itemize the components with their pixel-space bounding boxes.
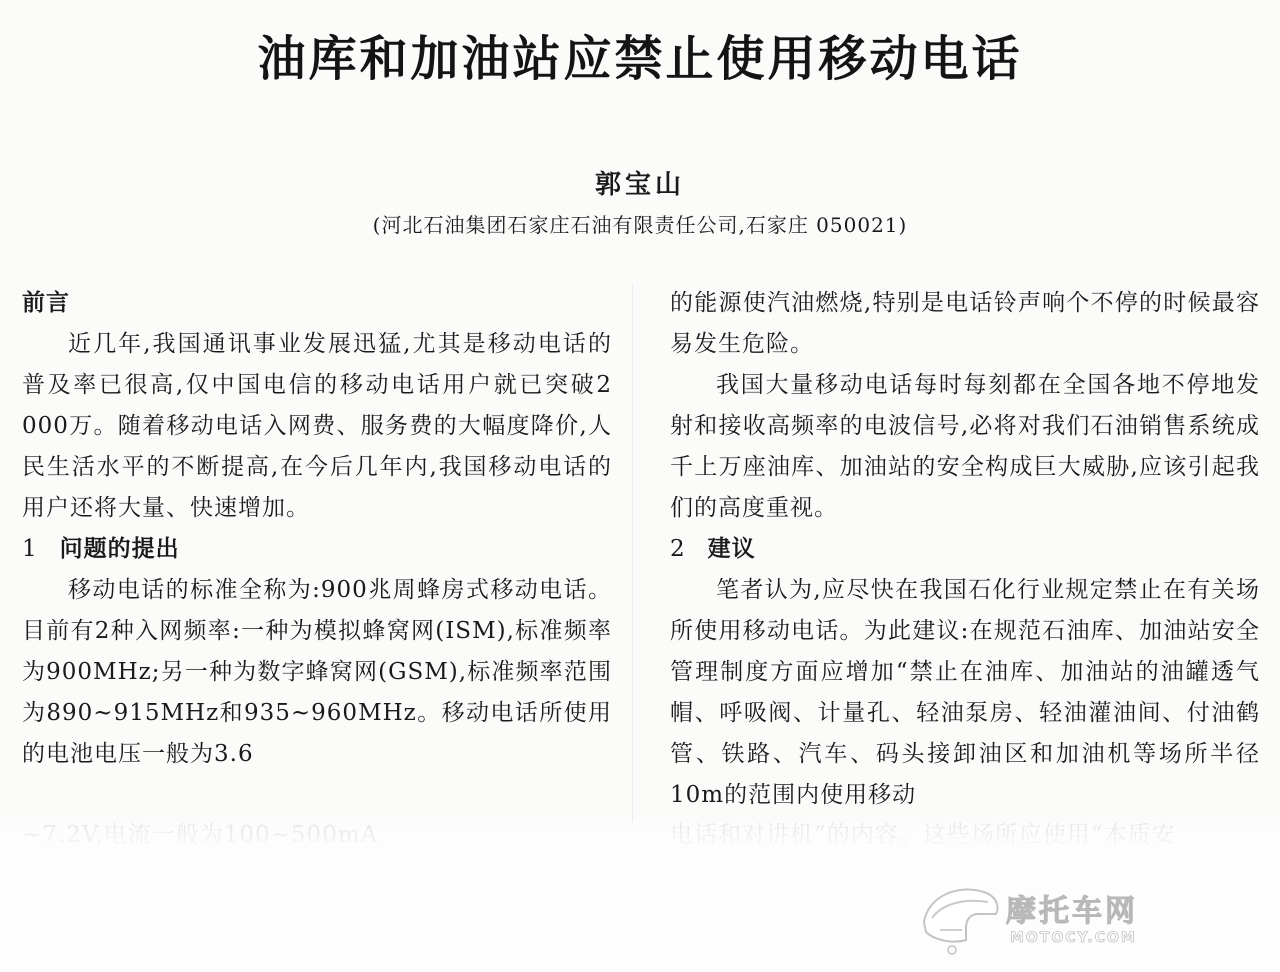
continued-paragraph: 的能源使汽油燃烧,特别是电话铃声响个不停的时候最容易发生危险。 [670, 290, 1260, 357]
watermark-name: 摩托车网 [1006, 894, 1138, 929]
helmet-logo-icon [918, 878, 1002, 958]
preface-heading: 前言 [22, 290, 70, 316]
section-1-number: 1 [22, 536, 38, 562]
article-title: 油库和加油站应禁止使用移动电话 [257, 31, 1023, 87]
left-column [22, 283, 612, 775]
column-divider [632, 283, 633, 823]
section-1-title: 问题的提出 [59, 536, 180, 562]
section-2-number: 2 [670, 536, 686, 562]
section-2-heading [670, 529, 1260, 570]
section-1-paragraph: 移动电话的标准全称为:900兆周蜂房式移动电话。目前有2种入网频率:一种为模拟蜂窝网(ISM),标准频率为900MHz;另一种为数字蜂窝网(GSM),标准频率范围为890~915MHz和935~960MHz。移动电话所使用的电池电压一般为3.6 [22, 577, 612, 767]
watermark-url: MOTOCY.COM [1010, 930, 1137, 946]
watermark [918, 878, 1178, 958]
section-1-heading [22, 529, 612, 570]
section-2-title: 建议 [707, 536, 756, 562]
section-2-paragraph: 笔者认为,应尽快在我国石化行业规定禁止在有关场所使用移动电话。为此建议:在规范石油库、加油站安全管理制度方面应增加“禁止在油库、加油站的油罐透气帽、呼吸阀、计量孔、轻油泵房、轻油灌油间、付油鹤管、铁路、汽车、码头接卸油区和加油机等场所半径10m的范围内使用移动 [670, 577, 1260, 808]
author-affiliation: (河北石油集团石家庄石油有限责任公司,石家庄 050021) [372, 213, 908, 237]
preface-paragraph: 近几年,我国通讯事业发展迅猛,尤其是移动电话的普及率已很高,仅中国电信的移动电话用户就已突破2 000万。随着移动电话入网费、服务费的大幅度降价,人民生活水平的不断提高,在今后几年内,我国移动电话的用户还将大量、快速增加。 [22, 331, 612, 521]
article-author: 郭宝山 [594, 170, 685, 200]
risk-paragraph: 我国大量移动电话每时每刻都在全国各地不停地发射和接收高频率的电波信号,必将对我们石油销售系统成千上万座油库、加油站的安全构成巨大威胁,应该引起我们的高度重视。 [670, 372, 1260, 521]
right-column [670, 283, 1260, 816]
